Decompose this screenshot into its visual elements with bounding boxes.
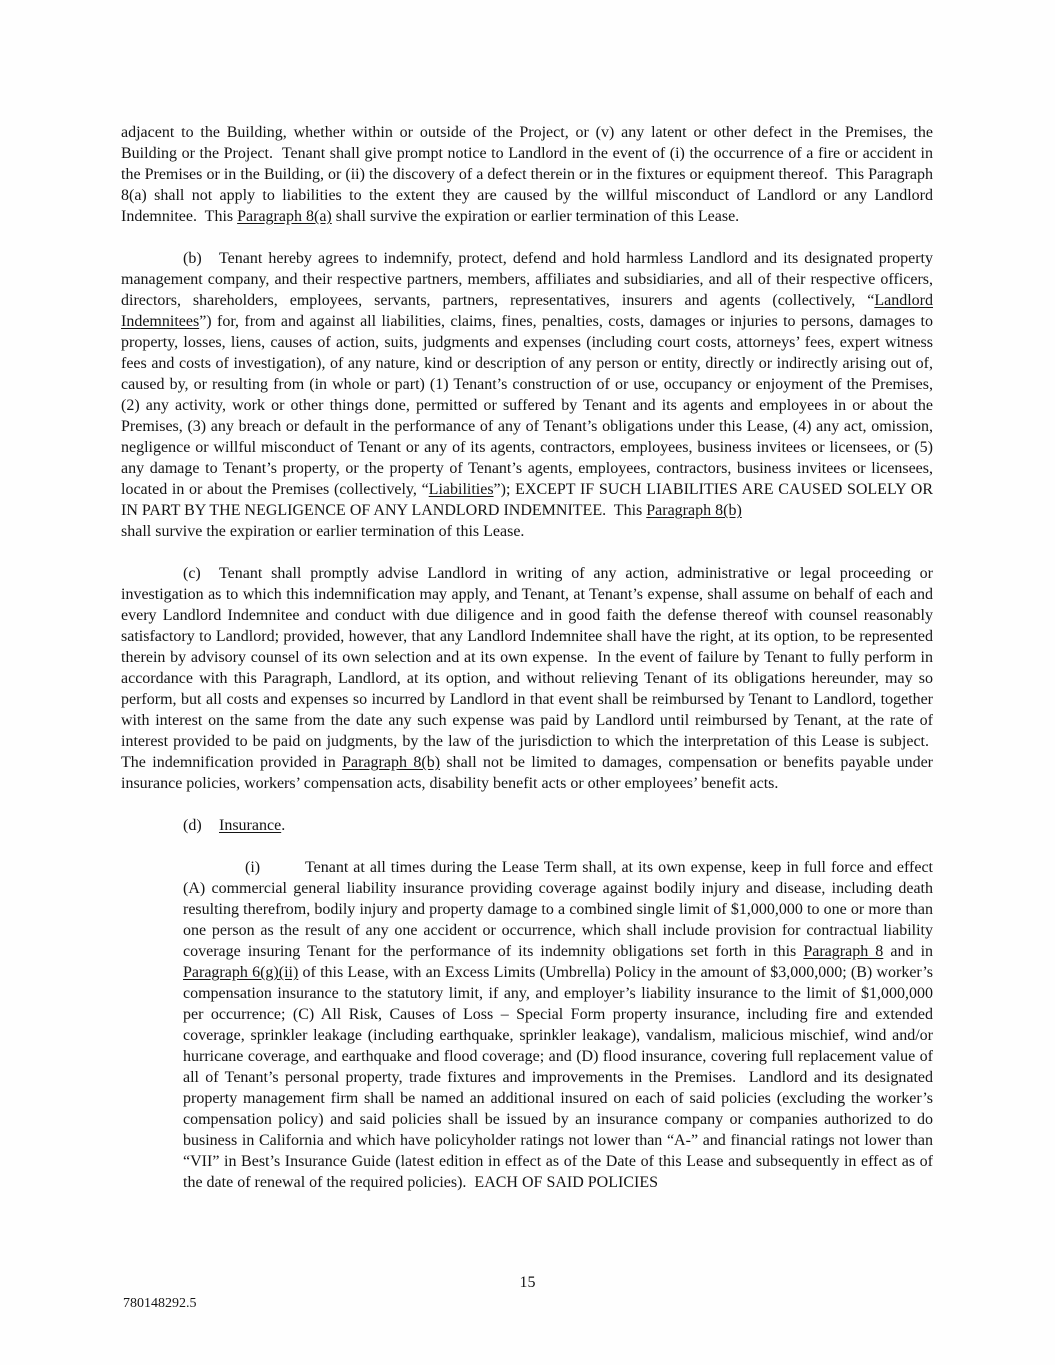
paragraph-8b (121, 248, 933, 542)
document-text (121, 122, 933, 1193)
text-run: and in (883, 943, 934, 960)
cross-reference: Paragraph 6(g)(ii) (183, 964, 299, 981)
cross-reference: Paragraph 8(b) (646, 502, 742, 519)
paragraph-8d-insurance-heading (121, 815, 933, 836)
text-run: adjacent to the Building, whether within or outside of the Project, or (v) any latent or other defect in the Premises, the Building or the Project. Tenant shall give prompt notice to Landlord in the event of (i) the occurrence of a fire or accident in the Premises or in the Building, or (ii) the discovery of a defect therein or in the fixtures or equipment thereof. This Paragraph 8(a) shall not apply to liabilities to the extent they are caused by the willful misconduct of Landlord or any Landlord Indemnitee. This (121, 124, 933, 225)
cross-reference: Landlord Indemnitees (121, 292, 933, 330)
footer-document-number: 780148292.5 (123, 1296, 197, 1311)
text-run: ”) for, from and against all liabilities, claims, fines, penalties, costs, damages or injuries to persons, damages to property, losses, liens, causes of action, suits, judgments and expenses (including court costs, attorneys’ fees, expert witness fees and costs of investigation), of any nature, kind or description of any person or entity, directly or indirectly arising out of, caused by, or resulting from (in whole or part) (1) Tenant’s construction of or use, occupancy or enjoyment of the Premises, (2) any activity, work or other things done, permitted or suffered by Tenant and its agents and employees in or about the Premises, (3) any breach or default in the performance of any of Tenant’s obligations under this Lease, (4) any act, omission, negligence or willful misconduct of Tenant or any of its agents, contractors, employees, business invitees or licensees, or (5) any damage to Tenant’s property, or the property of Tenant’s agents, employees, contractors, business invitees or licensees, located in or about the Premises (collectively, “ (121, 313, 933, 498)
text-run: of this Lease, with an Excess Limits (Umbrella) Policy in the amount of $3,000,000; (B) worker’s compensation insurance to the statutory limit, if any, and employer’s liability insurance to the limit of $1,000,000 per occurrence; (C) All Risk, Causes of Loss – Special Form property insurance, including fire and extended coverage, sprinkler leakage (including earthquake, sprinkler leakage), vandalism, malicious mischief, wind and/or hurricane coverage, and earthquake and flood coverage; and (D) flood insurance, covering full replacement value of all of Tenant’s personal property, trade fixtures and improvements in the Premises. Landlord and its designated property management firm shall be named an additional insured on each of said policies (excluding the worker’s compensation policy) and said policies shall be issued by an insurance company or companies authorized to do business in California and which have policyholder ratings not lower than “A-” and financial ratings not lower than “VII” in Best’s Insurance Guide (latest edition in effect as of the Date of this Lease and subsequently in effect as of the date of renewal of the required policies). EACH OF SAID POLICIES (183, 964, 934, 1191)
text-run: shall survive the expiration or earlier termination of this Lease. (121, 523, 525, 540)
cross-reference: Paragraph 8 (803, 943, 884, 960)
cross-reference: Liabilities (428, 481, 494, 498)
text-run: shall survive the expiration or earlier termination of this Lease. (331, 208, 740, 225)
cross-reference: Insurance (219, 817, 282, 834)
paragraph-label: (b) (183, 250, 202, 267)
paragraph-8c (121, 563, 933, 794)
page-number: 15 (519, 1274, 536, 1291)
text-run: . (281, 817, 286, 834)
cross-reference: Paragraph 8(a) (237, 208, 332, 225)
paragraph-label: (c) (183, 565, 201, 582)
paragraph-8d-i (183, 857, 933, 1193)
paragraph-8a-continuation (121, 122, 933, 227)
text-run: Tenant at all times during the Lease Term shall, at its own expense, keep in full force and effect (A) commercial general liability insurance providing coverage against bodily injury and disease, including death resulting therefrom, bodily injury and property damage to a combined single limit of $1,000,000 to one or more than one person as the result of any one accident or occurrence, which shall include provision for contractual liability coverage insuring Tenant for the performance of its indemnity obligations set forth in this (183, 859, 933, 960)
cross-reference: Paragraph 8(b) (342, 754, 441, 771)
text-run: shall not be limited to damages, compensation or benefits payable under insurance policies, workers’ compensation acts, disability benefit acts or other employees’ benefit acts. (121, 754, 933, 792)
paragraph-label: (i) (245, 859, 261, 876)
text-run: ”); EXCEPT IF SUCH LIABILITIES ARE CAUSED SOLELY OR IN PART BY THE NEGLIGENCE OF ANY LANDLORD INDEMNITEE. This (121, 481, 933, 519)
text-run: Tenant shall promptly advise Landlord in writing of any action, administrative or legal proceeding or investigation as to which this indemnification may apply, and Tenant, at Tenant’s expense, shall assume on behalf of each and every Landlord Indemnitee and conduct with due diligence and in good faith the defense thereof with counsel reasonably satisfactory to Landlord; provided, however, that any Landlord Indemnitee shall have the right, at its option, to be represented therein by advisory counsel of its own selection and at its own expense. In the event of failure by Tenant to fully perform in accordance with this Paragraph, Landlord, at its option, and without relieving Tenant of its obligations hereunder, may so perform, but all costs and expenses so incurred by Landlord in that event shall be reimbursed by Tenant to Landlord, together with interest on the same from the date any such expense was paid by Landlord until reimbursed by Tenant, at the rate of interest provided to be paid on judgments, by the law of the jurisdiction to which the interpretation of this Lease is subject. The indemnification provided in (121, 565, 933, 771)
text-run: Tenant hereby agrees to indemnify, protect, defend and hold harmless Landlord and its designated property management company, and their respective partners, members, affiliates and subsidiaries, and all of their respective officers, directors, shareholders, employees, servants, partners, representatives, insurers and agents (collectively, “ (121, 250, 933, 309)
paragraph-label: (d) (183, 817, 202, 834)
